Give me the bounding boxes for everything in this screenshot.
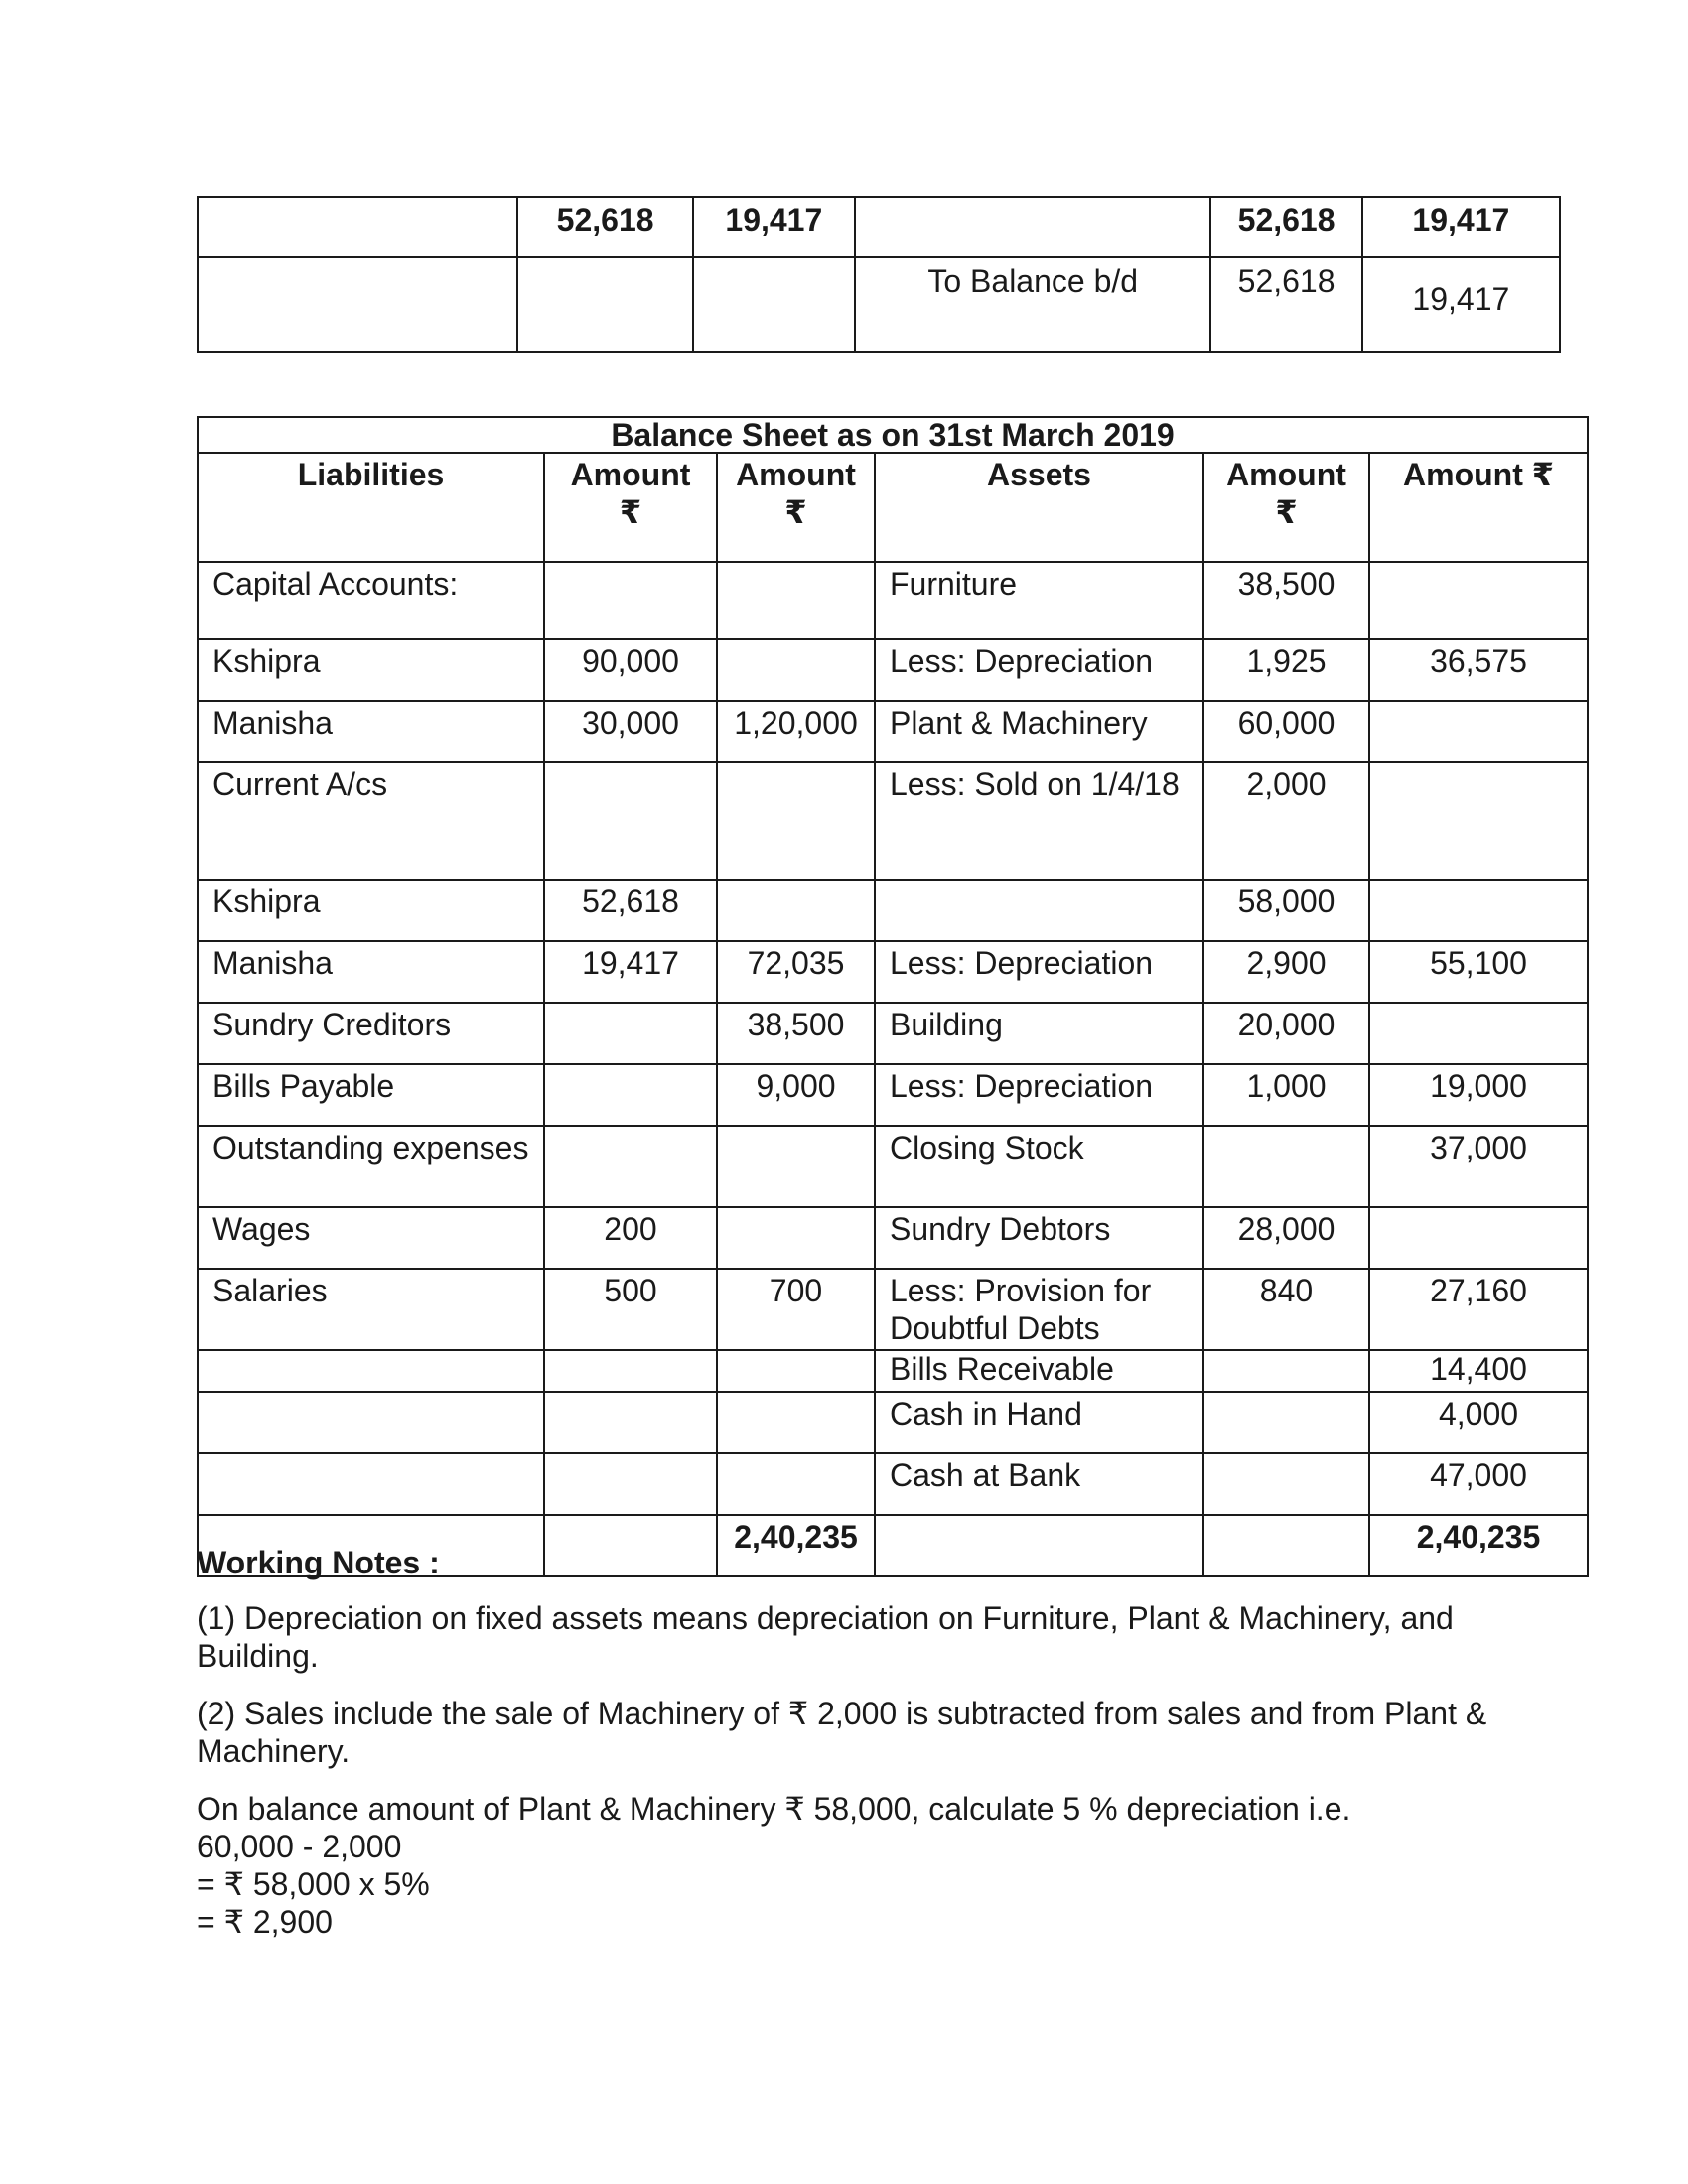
table-row xyxy=(198,1207,1588,1269)
amount-cell: 52,618 xyxy=(544,880,717,941)
header-amount: Amount ₹ xyxy=(717,453,875,562)
asset-cell: Bills Receivable xyxy=(875,1350,1203,1392)
table-row xyxy=(198,639,1588,701)
ledger-cell: 19,417 xyxy=(1362,197,1560,257)
liability-cell xyxy=(198,1392,544,1453)
liability-cell: Sundry Creditors xyxy=(198,1003,544,1064)
balance-sheet-title: Balance Sheet as on 31st March 2019 xyxy=(198,417,1588,453)
asset-cell: Closing Stock xyxy=(875,1126,1203,1207)
amount-cell: 2,40,235 xyxy=(717,1515,875,1576)
ledger-cell: 19,417 xyxy=(1362,257,1560,352)
amount-cell: 1,000 xyxy=(1203,1064,1369,1126)
amount-cell xyxy=(1369,762,1588,880)
amount-cell: 500 xyxy=(544,1269,717,1350)
amount-cell xyxy=(717,880,875,941)
table-row xyxy=(198,1003,1588,1064)
asset-cell: Cash at Bank xyxy=(875,1453,1203,1515)
amount-cell: 1,925 xyxy=(1203,639,1369,701)
balance-sheet-header-row xyxy=(198,453,1588,562)
amount-cell xyxy=(544,1350,717,1392)
asset-cell: Plant & Machinery xyxy=(875,701,1203,762)
amount-cell: 28,000 xyxy=(1203,1207,1369,1269)
table-row xyxy=(198,762,1588,880)
header-amount: Amount ₹ xyxy=(544,453,717,562)
asset-cell: Less: Depreciation xyxy=(875,639,1203,701)
amount-cell xyxy=(717,1350,875,1392)
amount-cell: 20,000 xyxy=(1203,1003,1369,1064)
table-row xyxy=(198,1453,1588,1515)
ledger-cell xyxy=(517,257,692,352)
amount-cell: 58,000 xyxy=(1203,880,1369,941)
amount-cell: 14,400 xyxy=(1369,1350,1588,1392)
asset-cell: Less: Provision for Doubtful Debts xyxy=(875,1269,1203,1350)
amount-cell xyxy=(1203,1350,1369,1392)
amount-cell: 27,160 xyxy=(1369,1269,1588,1350)
ledger-cell xyxy=(198,257,517,352)
amount-cell: 38,500 xyxy=(717,1003,875,1064)
working-note-3: On balance amount of Plant & Machinery ₹ 58,000, calculate 5 % depreciation i.e. xyxy=(197,1791,1351,1827)
amount-cell: 37,000 xyxy=(1369,1126,1588,1207)
ledger-cell: 19,417 xyxy=(693,197,855,257)
ledger-cell: 52,618 xyxy=(517,197,692,257)
amount-cell xyxy=(544,1392,717,1453)
ledger-cell xyxy=(693,257,855,352)
amount-cell xyxy=(1369,880,1588,941)
header-assets: Assets xyxy=(875,453,1203,562)
amount-cell: 840 xyxy=(1203,1269,1369,1350)
amount-cell: 19,417 xyxy=(544,941,717,1003)
table-row xyxy=(198,562,1588,639)
asset-cell: Sundry Debtors xyxy=(875,1207,1203,1269)
amount-cell xyxy=(717,762,875,880)
calc-line: 60,000 - 2,000 xyxy=(197,1829,402,1864)
amount-cell: 38,500 xyxy=(1203,562,1369,639)
liability-cell: Kshipra xyxy=(198,639,544,701)
table-row xyxy=(198,1269,1588,1350)
amount-cell xyxy=(1203,1126,1369,1207)
working-note-1: (1) Depreciation on fixed assets means depreciation on Furniture, Plant & Machinery, and Building. xyxy=(197,1600,1454,1674)
table-row xyxy=(198,701,1588,762)
balance-sheet-body xyxy=(198,562,1588,1576)
amount-cell xyxy=(1369,1207,1588,1269)
amount-cell: 72,035 xyxy=(717,941,875,1003)
table-row xyxy=(198,1392,1588,1453)
amount-cell xyxy=(544,762,717,880)
amount-cell xyxy=(1369,701,1588,762)
liability-cell: Bills Payable xyxy=(198,1064,544,1126)
header-amount: Amount ₹ xyxy=(1203,453,1369,562)
amount-cell: 2,900 xyxy=(1203,941,1369,1003)
amount-cell: 700 xyxy=(717,1269,875,1350)
amount-cell xyxy=(544,1453,717,1515)
amount-cell xyxy=(544,1064,717,1126)
ledger-cell: 52,618 xyxy=(1210,197,1361,257)
liability-cell: Wages xyxy=(198,1207,544,1269)
table-row xyxy=(198,880,1588,941)
ledger-cell xyxy=(855,197,1211,257)
amount-cell: 90,000 xyxy=(544,639,717,701)
amount-cell xyxy=(1203,1453,1369,1515)
amount-cell xyxy=(544,1126,717,1207)
table-row xyxy=(198,1350,1588,1392)
asset-cell: Less: Sold on 1/4/18 xyxy=(875,762,1203,880)
amount-cell: 30,000 xyxy=(544,701,717,762)
amount-cell: 55,100 xyxy=(1369,941,1588,1003)
amount-cell: 1,20,000 xyxy=(717,701,875,762)
liability-cell: Manisha xyxy=(198,941,544,1003)
amount-cell: 2,000 xyxy=(1203,762,1369,880)
table-row xyxy=(198,941,1588,1003)
amount-cell: 19,000 xyxy=(1369,1064,1588,1126)
amount-cell: 47,000 xyxy=(1369,1453,1588,1515)
calc-line: = ₹ 2,900 xyxy=(197,1904,333,1940)
liability-cell xyxy=(198,1453,544,1515)
ledger-balance-row xyxy=(198,257,1560,352)
header-amount: Amount ₹ xyxy=(1369,453,1588,562)
ledger-continuation-table xyxy=(197,196,1561,353)
working-note-2: (2) Sales include the sale of Machinery of ₹ 2,000 is subtracted from sales and from Plant & Machinery. xyxy=(197,1696,1487,1769)
balance-sheet-table xyxy=(197,416,1589,1577)
amount-cell xyxy=(1203,1392,1369,1453)
amount-cell xyxy=(1369,562,1588,639)
ledger-cell: To Balance b/d xyxy=(855,257,1211,352)
header-liabilities: Liabilities xyxy=(198,453,544,562)
liability-cell: Outstanding expenses xyxy=(198,1126,544,1207)
table-row xyxy=(198,1064,1588,1126)
asset-cell: Building xyxy=(875,1003,1203,1064)
amount-cell xyxy=(717,562,875,639)
amount-cell: 4,000 xyxy=(1369,1392,1588,1453)
amount-cell: 2,40,235 xyxy=(1369,1515,1588,1576)
amount-cell: 9,000 xyxy=(717,1064,875,1126)
amount-cell xyxy=(717,1392,875,1453)
asset-cell xyxy=(875,880,1203,941)
asset-cell: Less: Depreciation xyxy=(875,941,1203,1003)
liability-cell: Manisha xyxy=(198,701,544,762)
liability-cell: Salaries xyxy=(198,1269,544,1350)
asset-cell: Cash in Hand xyxy=(875,1392,1203,1453)
amount-cell xyxy=(717,639,875,701)
working-notes-heading: Working Notes : xyxy=(197,1545,440,1580)
table-row xyxy=(198,1126,1588,1207)
ledger-cell xyxy=(198,197,517,257)
working-notes xyxy=(197,1544,1517,1941)
amount-cell xyxy=(544,562,717,639)
amount-cell: 36,575 xyxy=(1369,639,1588,701)
asset-cell: Less: Depreciation xyxy=(875,1064,1203,1126)
liability-cell: Kshipra xyxy=(198,880,544,941)
amount-cell xyxy=(544,1003,717,1064)
amount-cell xyxy=(1369,1003,1588,1064)
balance-sheet-title-row xyxy=(198,417,1588,453)
amount-cell xyxy=(717,1126,875,1207)
liability-cell xyxy=(198,1350,544,1392)
ledger-cell: 52,618 xyxy=(1210,257,1361,352)
amount-cell xyxy=(717,1207,875,1269)
liability-cell: Current A/cs xyxy=(198,762,544,880)
amount-cell xyxy=(717,1453,875,1515)
amount-cell: 60,000 xyxy=(1203,701,1369,762)
liability-cell: Capital Accounts: xyxy=(198,562,544,639)
amount-cell: 200 xyxy=(544,1207,717,1269)
calc-line: = ₹ 58,000 x 5% xyxy=(197,1866,430,1902)
ledger-totals-row xyxy=(198,197,1560,257)
asset-cell: Furniture xyxy=(875,562,1203,639)
